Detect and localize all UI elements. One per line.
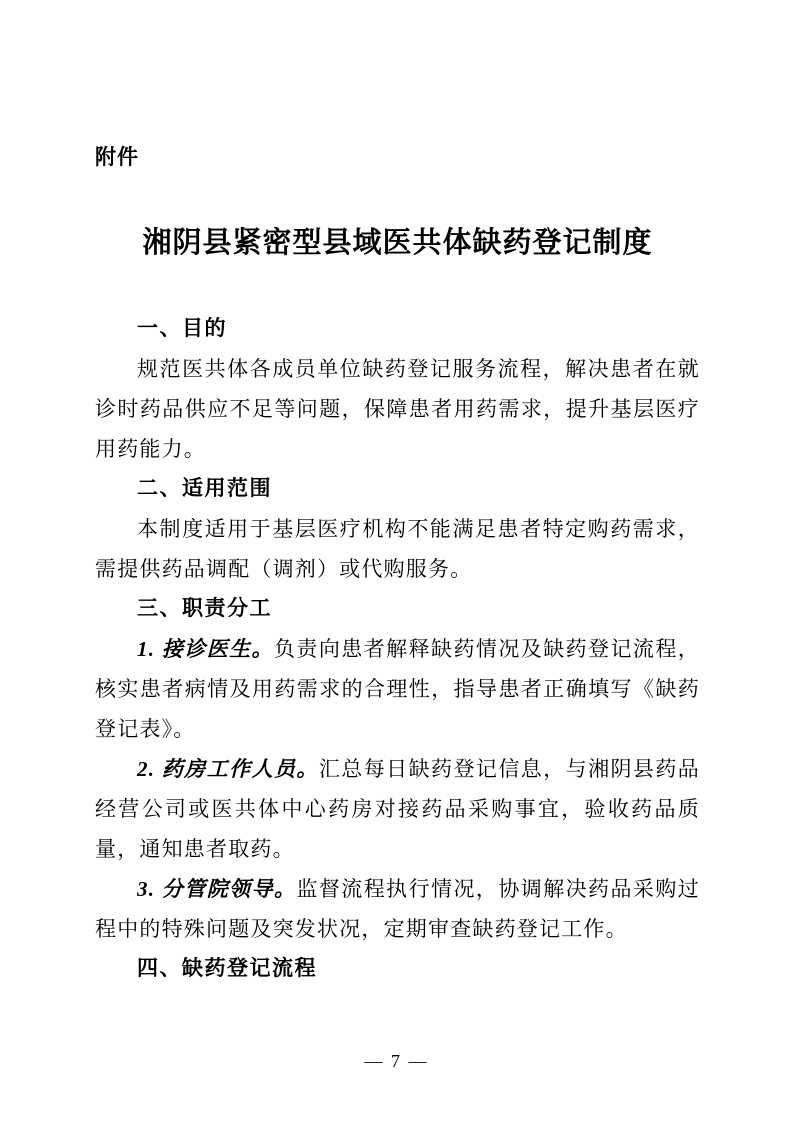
section-heading-scope: 二、适用范围 [137, 477, 272, 500]
item-text-leader: 监督流程执行情况，协调解决药品采购过程中的特殊问题及突发状况，定期审查缺药登记工作。 [95, 877, 700, 941]
section-heading-process: 四、缺药登记流程 [137, 957, 317, 980]
page-number: — 7 — [364, 1051, 429, 1071]
paragraph-purpose: 规范医共体各成员单位缺药登记服务流程，解决患者在就诊时药品供应不足等问题，保障患者用药需求，提升基层医疗用药能力。 [95, 357, 700, 461]
section-heading-responsibilities: 三、职责分工 [137, 597, 272, 620]
attachment-label: 附件 [95, 146, 139, 169]
item-text-doctor: 负责向患者解释缺药情况及缺药登记流程，核实患者病情及用药需求的合理性，指导患者正确填写《缺药登记表》。 [95, 637, 700, 741]
item-text-pharmacy: 汇总每日缺药登记信息，与湘阴县药品经营公司或医共体中心药房对接药品采购事宜，验收药品质量，通知患者取药。 [95, 757, 701, 861]
document-title: 湘阴县紧密型县域医共体缺药登记制度 [142, 227, 653, 259]
section-heading-purpose: 一、目的 [137, 317, 227, 340]
item-lead-doctor: 1. 接诊医生。 [137, 637, 274, 661]
item-lead-leader: 3. 分管院领导。 [137, 877, 297, 901]
paragraph-scope: 本制度适用于基层医疗机构不能满足患者特定购药需求，需提供药品调配（调剂）或代购服务。 [95, 517, 700, 581]
responsibility-item-leader [95, 869, 700, 949]
responsibility-item-doctor [95, 629, 700, 749]
responsibility-item-pharmacy [95, 749, 700, 869]
document-body [95, 309, 700, 989]
item-lead-pharmacy: 2. 药房工作人员。 [137, 757, 319, 781]
